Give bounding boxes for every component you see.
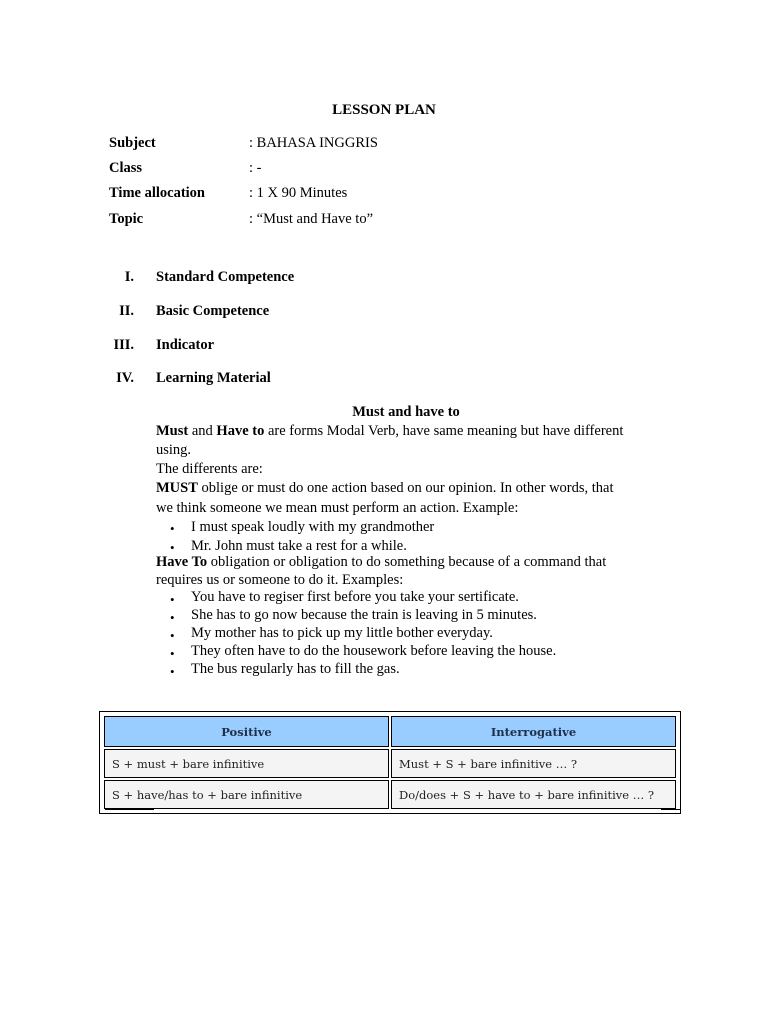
subject-value: : BAHASA INGGRIS — [249, 135, 378, 151]
topic-value: : “Must and Have to” — [249, 211, 374, 227]
must-definition-text: oblige or must do one action based on our opinion. In other words, that — [197, 480, 614, 496]
section-number: IV. — [116, 370, 134, 386]
section-title: Standard Competence — [156, 269, 295, 285]
bullet-icon: • — [170, 592, 175, 607]
bullet-icon: • — [170, 628, 175, 643]
table-border-fragment — [105, 809, 154, 810]
have-to-definition-line-2: requires us or someone to do it. Examples: — [156, 572, 404, 588]
bullet-icon: • — [170, 664, 175, 679]
section-title: Indicator — [156, 337, 214, 353]
bullet-icon: • — [170, 610, 175, 625]
must-term: MUST — [156, 480, 198, 496]
intro-line-2: using. — [156, 442, 192, 458]
time-allocation-label: Time allocation — [109, 185, 205, 201]
column-header-positive: Positive — [104, 716, 389, 747]
class-value: : - — [249, 160, 262, 176]
list-item: My mother has to pick up my little bother everyday. — [191, 625, 493, 641]
table-row — [104, 780, 676, 809]
section-title: Learning Material — [156, 370, 271, 386]
table-border-fragment — [661, 809, 681, 810]
bullet-icon: • — [170, 540, 175, 555]
section-number: I. — [124, 269, 134, 285]
have-to-term: Have to — [216, 423, 265, 439]
have-to-definition — [156, 554, 606, 571]
section-number: III. — [113, 337, 134, 353]
section-title: Basic Competence — [156, 303, 270, 319]
grammar-table — [99, 711, 681, 814]
table-row — [104, 749, 676, 778]
list-item: Mr. John must take a rest for a while. — [191, 538, 407, 554]
have-to-term: Have To — [156, 554, 208, 570]
have-to-definition-text: obligation or obligation to do something because of a command that — [207, 554, 607, 570]
must-term: Must — [156, 423, 189, 439]
list-item: She has to go now because the train is leaving in 5 minutes. — [191, 607, 537, 623]
time-allocation-value: : 1 X 90 Minutes — [249, 185, 348, 201]
list-item: I must speak loudly with my grandmother — [191, 519, 435, 535]
table-header-row — [104, 716, 676, 747]
page-title: LESSON PLAN — [332, 102, 436, 118]
bullet-icon: • — [170, 521, 175, 536]
column-header-interrogative: Interrogative — [391, 716, 676, 747]
material-heading: Must and have to — [352, 404, 460, 420]
must-definition-line-2: we think someone we mean must perform an action. Example: — [156, 500, 519, 516]
subject-label: Subject — [109, 135, 156, 151]
intro-and: and — [188, 423, 217, 439]
list-item: The bus regularly has to fill the gas. — [191, 661, 400, 677]
bullet-icon: • — [170, 646, 175, 661]
must-definition — [156, 480, 614, 497]
topic-label: Topic — [109, 211, 144, 227]
table-cell: Do/does + S + have to + bare infinitive … ? — [391, 780, 676, 809]
list-item: You have to regiser first before you take your sertificate. — [191, 589, 519, 605]
table-cell: Must + S + bare infinitive … ? — [391, 749, 676, 778]
table-cell: S + must + bare infinitive — [104, 749, 389, 778]
differents-text: The differents are: — [156, 461, 263, 477]
class-label: Class — [109, 160, 143, 176]
list-item: They often have to do the housework before leaving the house. — [191, 643, 557, 659]
section-number: II. — [119, 303, 134, 319]
table-cell: S + have/has to + bare infinitive — [104, 780, 389, 809]
intro-paragraph — [156, 423, 623, 440]
intro-text: are forms Modal Verb, have same meaning but have different — [264, 423, 624, 439]
